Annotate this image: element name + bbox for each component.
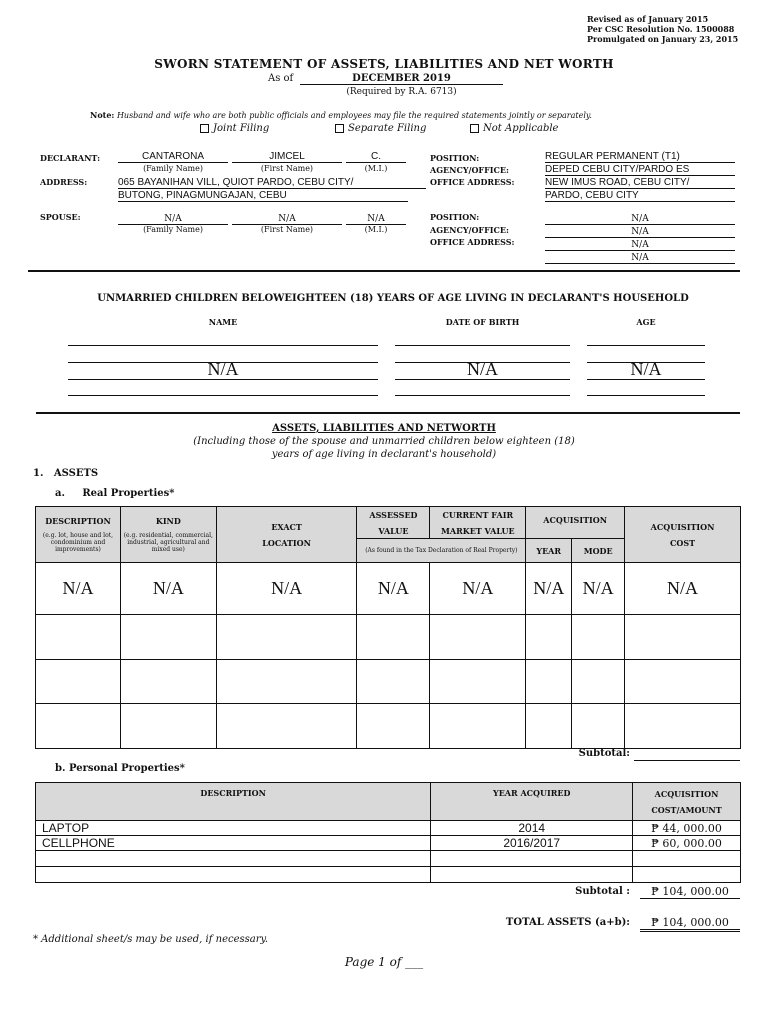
line [395,379,570,380]
line [395,362,570,363]
spouse-office-2: N/A [545,253,735,264]
alnw-sub-1: (Including those of the spouse and unmarried children below eighteen (18) [193,436,575,447]
personal-heading: b. Personal Properties* [55,763,185,774]
spouse-position-label: POSITION: [430,212,480,222]
address-line-2: BUTONG, PINAGMUNGAJAN, CEBU [118,190,408,202]
header-mode: MODE [572,539,625,563]
declarant-label: DECLARANT: [40,153,101,163]
header-fmv-note: (As found in the Tax Declaration of Real Property) [357,539,526,563]
as-of-label: As of [268,73,294,84]
cell: N/A [625,563,741,615]
declarant-family: CANTARONA [118,151,228,163]
line [68,362,378,363]
position-value: REGULAR PERMANENT (T1) [545,151,735,163]
header-acquisition: ACQUISITION [526,507,625,539]
item-year: 2016/2017 [431,836,633,851]
divider [36,412,740,414]
spouse-office-label: OFFICE ADDRESS: [430,237,515,247]
revision-block [587,14,738,44]
divider [28,270,740,272]
note-text: Husband and wife who are both public officials and employees may file the required statements jointly or separately. [116,111,592,120]
table-row [36,821,741,836]
note-label: Note: [90,110,115,120]
mi-caption: (M.I.) [364,164,388,173]
line [395,345,570,346]
address-line-1: 065 BAYANIHAN VILL, QUIOT PARDO, CEBU CITY/ [118,177,426,189]
declarant-mi: C. [346,151,406,163]
office-value-1: NEW IMUS ROAD, CEBU CITY/ [545,177,735,189]
cell: N/A [216,563,357,615]
spouse-office-1: N/A [545,240,735,251]
real-properties-table [35,506,741,749]
table-row [36,851,741,867]
alnw-sub-2: years of age living in declarant's household) [271,449,497,460]
header-cost: ACQUISITION COST [625,507,741,563]
cell: N/A [430,563,526,615]
line [395,395,570,396]
total-value: ₱ 104, 000.00 [640,916,740,932]
agency-value: DEPED CEBU CITY/PARDO ES [545,164,735,176]
line [68,345,378,346]
table-row [36,836,741,851]
agency-label: AGENCY/OFFICE: [430,165,509,175]
filing-not-applicable[interactable]: Not Applicable [470,123,558,134]
item-desc: LAPTOP [36,821,431,836]
first-caption: (First Name) [260,164,314,173]
children-title: UNMARRIED CHILDREN BELOWEIGHTEEN (18) YEARS OF AGE LIVING IN DECLARANT'S HOUSEHOLD [97,293,689,304]
real-subtotal-line [634,760,740,761]
header-year: YEAR [526,539,572,563]
mi-caption: (M.I.) [364,225,388,234]
alnw-title: ASSETS, LIABILITIES AND NETWORTH [272,423,496,434]
line [587,345,705,346]
first-caption: (First Name) [260,225,314,234]
checkbox-icon [470,124,479,133]
filing-joint[interactable]: Joint Filing [200,123,269,134]
family-caption: (Family Name) [143,164,203,173]
checkbox-icon [200,124,209,133]
item-year: 2014 [431,821,633,836]
spouse-position: N/A [545,214,735,225]
assets-heading: 1. ASSETS [33,468,99,479]
table-row [36,704,741,749]
cell: N/A [357,563,430,615]
header-fmv: CURRENT FAIR MARKET VALUE [430,507,526,539]
real-heading: a. Real Properties* [55,488,175,499]
line [587,379,705,380]
line [68,395,378,396]
table-row [36,660,741,704]
header-description: DESCRIPTION (e.g. lot, house and lot, condominium and improvements) [36,507,121,563]
item-desc: CELLPHONE [36,836,431,851]
cell: N/A [526,563,572,615]
position-label: POSITION: [430,153,480,163]
office-value-2: PARDO, CEBU CITY [545,190,735,202]
table-row [36,867,741,883]
declarant-first: JIMCEL [232,151,342,163]
personal-properties-table [35,782,741,883]
item-cost: ₱ 44, 000.00 [633,821,741,836]
item-cost: ₱ 60, 000.00 [633,836,741,851]
cell: N/A [572,563,625,615]
header-assessed: ASSESSED VALUE [357,507,430,539]
footnote: * Additional sheet/s may be used, if necessary. [33,934,269,945]
header-description: DESCRIPTION [36,783,431,821]
personal-subtotal: ₱ 104, 000.00 [640,885,740,899]
revision-line: Per CSC Resolution No. 1500088 [587,24,735,34]
total-label: TOTAL ASSETS (a+b): [505,917,630,928]
office-label: OFFICE ADDRESS: [430,177,515,187]
line [587,362,705,363]
col-age: AGE [636,317,656,327]
header-kind: KIND (e.g. residential, commercial, industrial, agricultural and mixed use) [120,507,216,563]
personal-subtotal-label: Subtotal : [575,886,630,897]
filing-separate[interactable]: Separate Filing [335,123,426,134]
real-subtotal-label: Subtotal: [578,748,630,759]
child-name: N/A [207,359,239,379]
page-title: SWORN STATEMENT OF ASSETS, LIABILITIES AND NET WORTH [154,57,614,71]
table-row [36,563,741,615]
child-age: N/A [630,359,662,379]
as-of-value: DECEMBER 2019 [300,73,503,85]
cell: N/A [120,563,216,615]
child-dob: N/A [467,359,498,379]
checkbox-icon [335,124,344,133]
spouse-agency-label: AGENCY/OFFICE: [430,225,509,235]
header-cost: ACQUISITION COST/AMOUNT [633,783,741,821]
family-caption: (Family Name) [143,225,203,234]
address-label: ADDRESS: [40,177,88,187]
spouse-agency: N/A [545,227,735,238]
spouse-label: SPOUSE: [40,212,81,222]
revision-line: Promulgated on January 23, 2015 [587,34,739,44]
header-location: EXACT LOCATION [216,507,357,563]
note [90,110,760,120]
spouse-family: N/A [118,214,228,225]
header-year-acquired: YEAR ACQUIRED [431,783,633,821]
required-note: (Required by R.A. 6713) [346,87,457,97]
line [587,395,705,396]
spouse-mi: N/A [346,214,406,225]
page-number: Page 1 of ___ [344,955,424,969]
spouse-first: N/A [232,214,342,225]
table-row [36,615,741,660]
col-name: NAME [208,317,238,327]
revision-line: Revised as of January 2015 [587,14,709,24]
cell: N/A [36,563,121,615]
col-dob: DATE OF BIRTH [445,317,520,327]
line [68,379,378,380]
